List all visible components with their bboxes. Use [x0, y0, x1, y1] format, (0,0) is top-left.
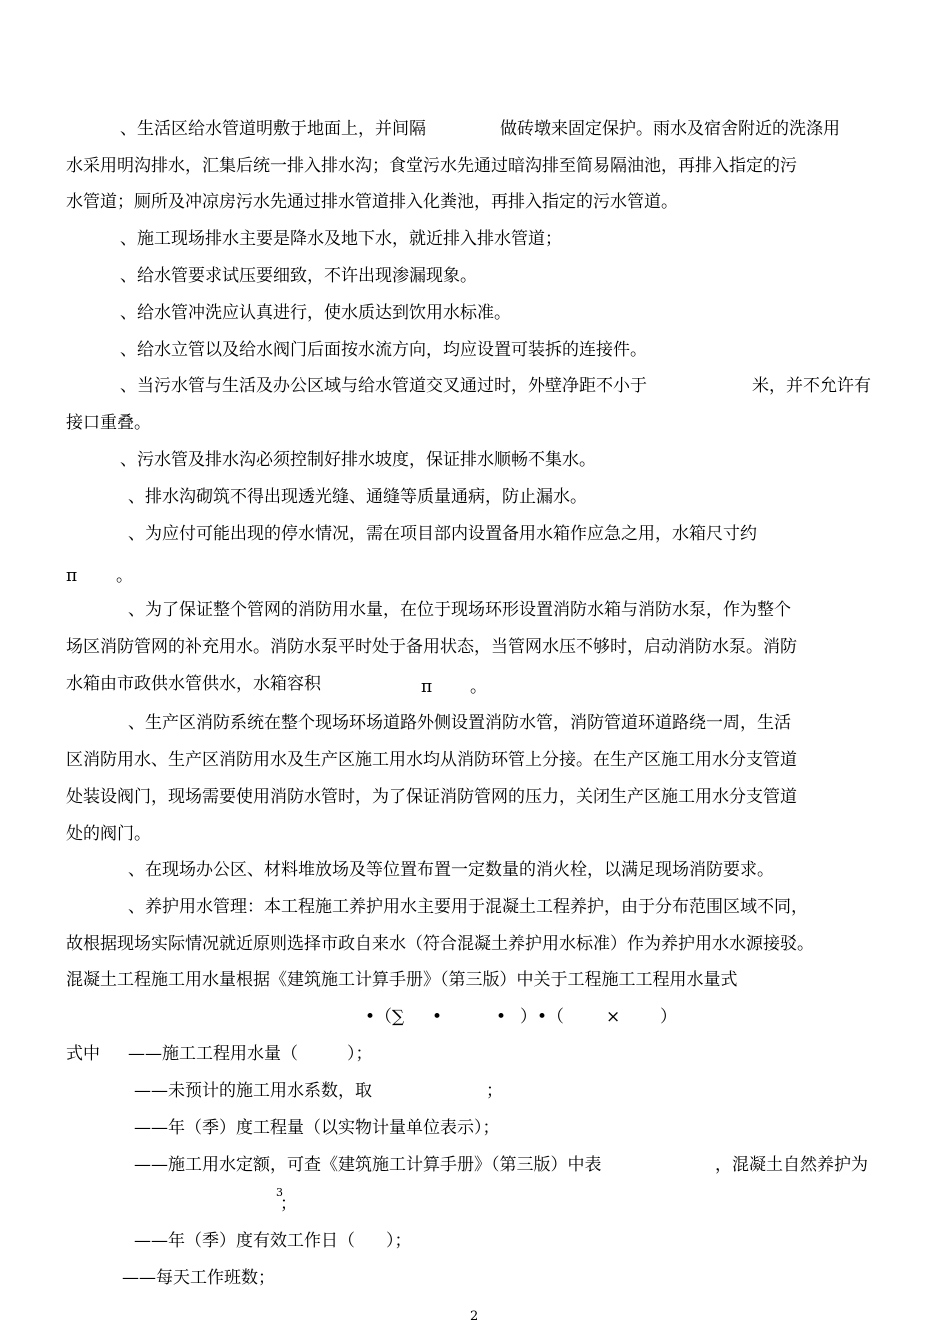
text-line: 、给水立管以及给水阀门后面按水流方向，均应设置可装拆的连接件。: [120, 340, 647, 360]
text-line: ，混凝土自然养护为: [715, 1155, 868, 1175]
text-line: 区消防用水、生产区消防用水及生产区施工用水均从消防环管上分接。在生产区施工用水分支管道: [66, 750, 797, 770]
text-line: 水箱由市政供水管供水，水箱容积: [66, 674, 321, 694]
text-line: ——未预计的施工用水系数，取: [134, 1081, 372, 1101]
text-line: ）；: [386, 1231, 412, 1251]
text-line: 做砖墩来固定保护。雨水及宿舍附近的洗涤用: [500, 119, 840, 139]
text-line: ——施工工程用水量（: [128, 1044, 298, 1064]
text-line: ；: [280, 1194, 297, 1214]
superscript: 3: [276, 1186, 283, 1199]
text-line: 水管道；厕所及冲凉房污水先通过排水管道排入化粪池，再排入指定的污水管道。: [66, 192, 678, 212]
formula-part: ）: [660, 1007, 677, 1027]
text-line: 、给水管要求试压要细致，不许出现渗漏现象。: [120, 266, 477, 286]
text-line: 、养护用水管理：本工程施工养护用水主要用于混凝土工程养护，由于分布范围区域不同，: [128, 897, 808, 917]
text-line: 式中: [66, 1044, 100, 1064]
text-line: 、为了保证整个管网的消防用水量，在位于现场环形设置消防水箱与消防水泵，作为整个: [128, 600, 791, 620]
text-line: 、给水管冲洗应认真进行，使水质达到饮用水标准。: [120, 303, 511, 323]
page-number: 2: [470, 1309, 479, 1324]
formula-part: ）•（: [520, 1007, 565, 1027]
text-line: 、排水沟砌筑不得出现透光缝、通缝等质量通病，防止漏水。: [128, 487, 587, 507]
text-line: ——施工用水定额，可查《建筑施工计算手册》（第三版）中表: [134, 1155, 602, 1175]
formula-part: ×: [606, 1007, 621, 1027]
text-line: 米，并不允许有: [752, 376, 871, 396]
text-line: ——每天工作班数；: [122, 1268, 275, 1288]
pi-symbol: π: [66, 566, 78, 586]
text-line: 。: [470, 677, 487, 697]
text-line: 。: [116, 566, 133, 586]
formula-part: •（∑: [365, 1007, 405, 1027]
text-line: ）；: [347, 1044, 373, 1064]
text-line: 场区消防管网的补充用水。消防水泵平时处于备用状态，当管网水压不够时，启动消防水泵。消防: [66, 637, 797, 657]
text-line: 混凝土工程施工用水量根据《建筑施工计算手册》（第三版）中关于工程施工工程用水量式: [66, 970, 738, 990]
text-line: 故根据现场实际情况就近原则选择市政自来水（符合混凝土养护用水标准）作为养护用水水源接驳。: [66, 934, 814, 954]
text-line: 、生产区消防系统在整个现场环场道路外侧设置消防水管，消防管道环道路绕一周，生活: [128, 713, 791, 733]
text-line: 、在现场办公区、材料堆放场及等位置布置一定数量的消火栓，以满足现场消防要求。: [128, 860, 774, 880]
text-line: 、施工现场排水主要是降水及地下水，就近排入排水管道；: [120, 229, 562, 249]
text-line: 、生活区给水管道明敷于地面上，并间隔: [120, 119, 426, 139]
text-line: ——年（季）度有效工作日（: [134, 1231, 355, 1251]
text-line: 、为应付可能出现的停水情况，需在项目部内设置备用水箱作应急之用，水箱尺寸约: [128, 524, 757, 544]
text-line: 接口重叠。: [66, 413, 151, 433]
formula-part: •: [432, 1007, 443, 1027]
text-line: 处的阀门。: [66, 824, 151, 844]
text-line: 、污水管及排水沟必须控制好排水坡度，保证排水顺畅不集水。: [120, 450, 596, 470]
text-line: ——年（季）度工程量（以实物计量单位表示）；: [134, 1118, 500, 1138]
formula-part: •: [496, 1007, 507, 1027]
text-line: 处装设阀门，现场需要使用消防水管时，为了保证消防管网的压力，关闭生产区施工用水分支管道: [66, 787, 797, 807]
text-line: ；: [486, 1081, 503, 1101]
pi-symbol: π: [421, 677, 433, 697]
text-line: 、当污水管与生活及办公区域与给水管道交叉通过时，外壁净距不小于: [120, 376, 647, 396]
text-line: 水采用明沟排水，汇集后统一排入排水沟；食堂污水先通过暗沟排至简易隔油池，再排入指定的污: [66, 156, 797, 176]
